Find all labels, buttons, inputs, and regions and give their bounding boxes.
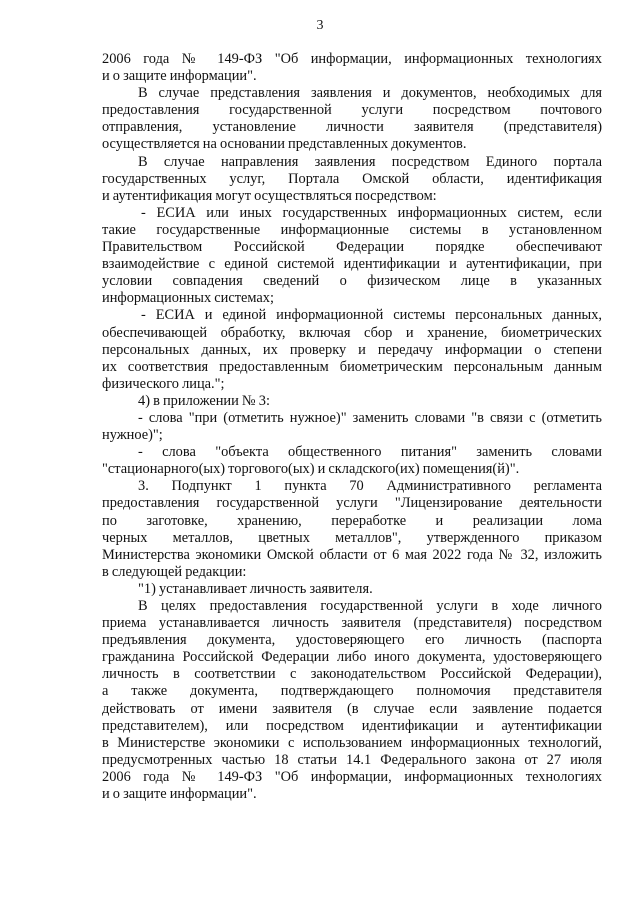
text-line-p9-4: черных металлов, цветных металлов", утвержденного приказом [102, 529, 602, 546]
text-line-p2-2: предоставления государственной услуги посредством почтового [102, 102, 602, 119]
text-line-p11-12: и о защите информации". [102, 786, 257, 803]
text-line-p4-2: такие государственные информационные системы в установленном [102, 221, 602, 238]
text-line-p11-8: представителем), или посредством идентификации и аутентификации [102, 717, 602, 734]
text-line-p3-2: государственных услуг, Портала Омской области, идентификация [102, 170, 602, 187]
text-line-p2-3: отправления, установление личности заявителя (представителя) [102, 119, 602, 136]
text-line-p5-5: физического лица."; [102, 375, 225, 392]
text-line-p2-1: В случае представления заявления и документов, необходимых для [138, 85, 602, 102]
text-line-p6-1: 4) в приложении № 3: [138, 392, 270, 409]
text-line-p11-3: предъявления документа, удостоверяющего его личность (паспорта [102, 632, 602, 649]
text-line-p11-11: 2006 года № 149-ФЗ "Об информации, информационных технологиях [102, 768, 602, 785]
text-line-p8-1: - слова "объекта общественного питания" заменить словами [138, 444, 602, 461]
text-line-p9-5: Министерства экономики Омской области от 6 мая 2022 года № 32, изложить [102, 546, 602, 563]
text-line-p11-7: действовать от имени заявителя (в случае если заявление подается [102, 700, 602, 717]
text-line-p11-2: приема устанавливается личность заявителя (представителя) посредством [102, 615, 602, 632]
text-line-p3-3: и аутентификация могут осуществляться посредством: [102, 187, 437, 204]
text-line-p11-5: личность в соответствии с законодательством Российской Федерации), [102, 666, 602, 683]
text-line-p7-1: - слова "при (отметить нужное)" заменить словами "в связи с (отметить [138, 409, 602, 426]
text-line-p5-1: - ЕСИА и единой информационной системы персональных данных, [141, 307, 602, 324]
text-line-p4-3: Правительством Российской Федерации порядке обеспечивают [102, 239, 602, 256]
page-number: 3 [316, 18, 324, 33]
text-line-p7-2: нужное)"; [102, 427, 163, 444]
text-line-p4-1: - ЕСИА или иных государственных информационных систем, если [141, 204, 602, 221]
text-line-p11-1: В целях предоставления государственной услуги в ходе личного [138, 598, 602, 614]
text-line-p9-6: в следующей редакции: [102, 563, 247, 580]
text-line-p8-2: "стационарного(ых) торгового(ых) и складского(их) помещения(й)". [102, 461, 520, 478]
text-line-p11-10: предусмотренных частью 18 статьи 14.1 Федерального закона от 27 июля [102, 751, 602, 768]
text-line-p11-9: в Министерстве экономики с использованием информационных технологий, [102, 734, 602, 751]
text-line-p9-3: по заготовке, хранению, переработке и реализации лома [102, 512, 602, 529]
text-line-p11-4: гражданина Российской Федерации либо иного документа, удостоверяющего [102, 649, 602, 666]
text-line-p4-4: взаимодействие с единой системой идентификации и аутентификации, при [102, 256, 602, 273]
text-line-p10-1: "1) устанавливает личность заявителя. [138, 580, 373, 597]
text-line-p4-5: условии совпадения сведений о физическом лице в указанных [102, 273, 602, 290]
text-line-p9-1: 3. Подпункт 1 пункта 70 Административного регламента [138, 478, 602, 495]
text-line-p1-1: 2006 года № 149-ФЗ "Об информации, информационных технологиях [102, 51, 602, 67]
text-line-p5-4: их соответствия предоставленным биометрическим персональным данным [102, 358, 602, 375]
text-line-p5-2: обеспечивающей обработку, включая сбор и хранение, биометрических [102, 324, 602, 341]
text-line-p4-6: информационных системах; [102, 290, 274, 307]
text-line-p2-4: осуществляется на основании представленных документов. [102, 136, 467, 153]
text-line-p11-6: а также документа, подтверждающего полномочия представителя [102, 683, 602, 700]
text-line-p5-3: персональных данных, их проверку и передачу информации о степени [102, 341, 602, 358]
text-line-p9-2: предоставления государственной услуги "Лицензирование деятельности [102, 495, 602, 512]
text-line-p3-1: В случае направления заявления посредством Единого портала [138, 153, 602, 170]
document-body [102, 51, 602, 803]
text-line-p1-2: и о защите информации". [102, 68, 257, 85]
